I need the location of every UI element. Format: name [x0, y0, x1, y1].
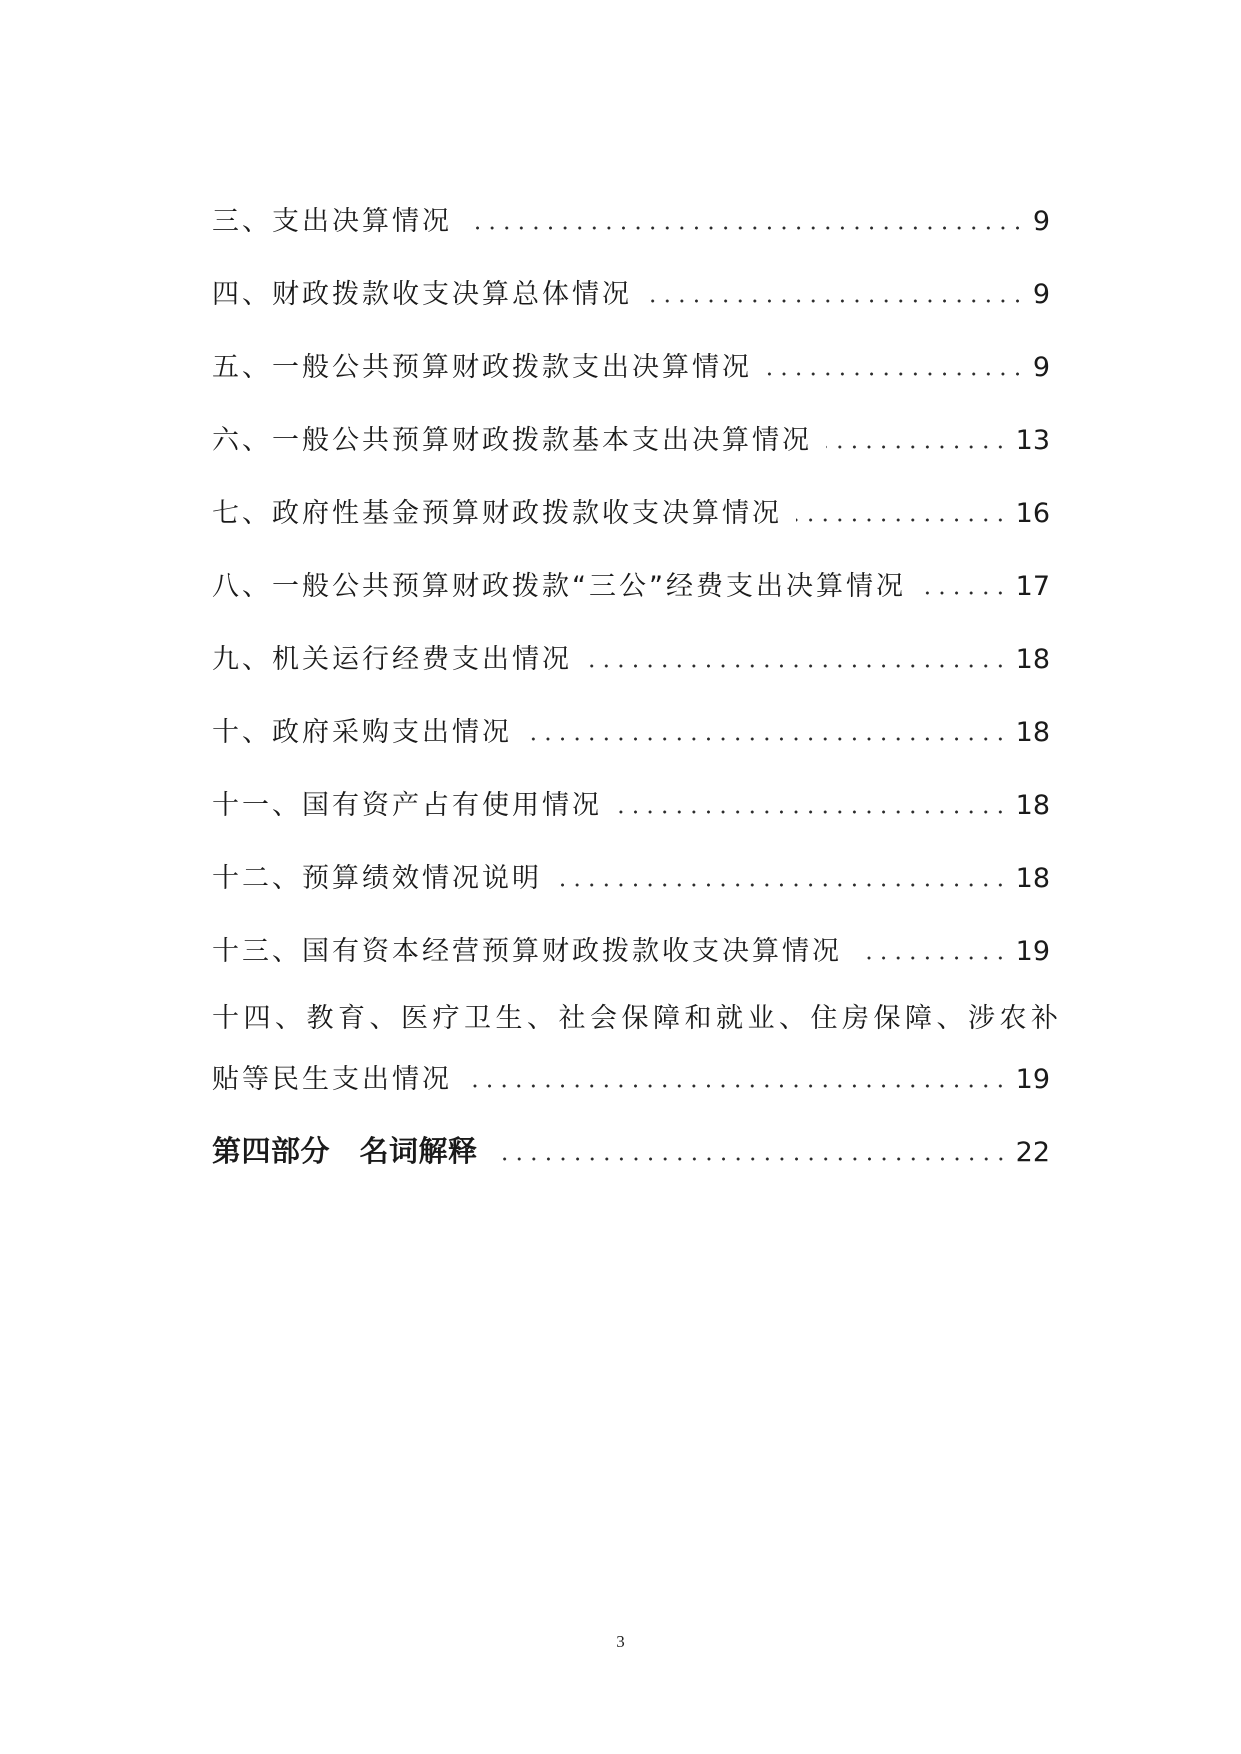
toc-entry-title-line2-row — [212, 1066, 1050, 1093]
toc-entry-page: 16 — [1015, 498, 1050, 529]
toc-entry-page: 18 — [1015, 790, 1050, 821]
toc-entry-title: 九、机关运行经费支出情况 — [212, 644, 572, 675]
toc-entry-page: 19 — [1015, 936, 1050, 967]
toc-entry[interactable] — [212, 381, 1050, 454]
toc-entry[interactable] — [212, 454, 1050, 527]
toc-entry-title: 三、支出决算情况 — [212, 206, 452, 237]
toc-entry-page: 19 — [1015, 1064, 1050, 1095]
dot-leader — [616, 810, 1008, 814]
toc-entry-page: 13 — [1015, 425, 1050, 456]
page-number: 3 — [616, 1632, 625, 1651]
toc-entry[interactable] — [212, 746, 1050, 819]
dot-leader — [766, 372, 1025, 376]
toc-entry-title: 十、政府采购支出情况 — [212, 717, 512, 748]
toc-entry[interactable] — [212, 819, 1050, 892]
dot-leader — [492, 1157, 1008, 1161]
toc-entry[interactable] — [212, 673, 1050, 746]
dot-leader — [556, 883, 1008, 887]
dot-leader — [646, 299, 1025, 303]
toc-entry[interactable] — [212, 308, 1050, 381]
dot-leader — [466, 1084, 1008, 1088]
toc-entry-page: 18 — [1015, 644, 1050, 675]
toc-part-title: 第四部分 名词解释 — [212, 1134, 478, 1168]
toc-entry-title: 七、政府性基金预算财政拨款收支决算情况 — [212, 498, 782, 529]
dot-leader — [856, 956, 1008, 960]
toc-entry-page: 18 — [1015, 717, 1050, 748]
toc-part-page: 22 — [1015, 1137, 1050, 1168]
toc-entry[interactable] — [212, 527, 1050, 600]
dot-leader — [466, 226, 1025, 230]
toc-entry-wrapped[interactable] — [212, 965, 1063, 1095]
toc-entry[interactable] — [212, 600, 1050, 673]
toc-entry[interactable] — [212, 892, 1050, 965]
toc-entry-title: 十二、预算绩效情况说明 — [212, 863, 542, 894]
toc-entry-title-line2: 贴等民生支出情况 — [212, 1064, 452, 1095]
toc-entry-page: 18 — [1015, 863, 1050, 894]
table-of-contents — [212, 162, 1063, 1168]
dot-leader — [586, 664, 1008, 668]
toc-entry-page: 17 — [1015, 571, 1050, 602]
toc-entry-page: 9 — [1032, 206, 1050, 237]
toc-part-entry[interactable] — [212, 1093, 1050, 1166]
toc-entry-title: 六、一般公共预算财政拨款基本支出决算情况 — [212, 425, 812, 456]
dot-leader — [826, 445, 1008, 449]
dot-leader — [920, 591, 1008, 595]
toc-entry[interactable] — [212, 162, 1050, 235]
toc-entry-title: 五、一般公共预算财政拨款支出决算情况 — [212, 352, 752, 383]
dot-leader — [526, 737, 1008, 741]
dot-leader — [796, 518, 1008, 522]
toc-entry-title: 十一、国有资产占有使用情况 — [212, 790, 602, 821]
toc-entry-page: 9 — [1032, 352, 1050, 383]
toc-entry-title-line1: 十四、教育、医疗卫生、社会保障和就业、住房保障、涉农补 — [212, 1003, 1063, 1034]
toc-entry-title: 十三、国有资本经营预算财政拨款收支决算情况 — [212, 936, 842, 967]
toc-entry-page: 9 — [1032, 279, 1050, 310]
toc-entry[interactable] — [212, 235, 1050, 308]
toc-entry-title: 八、一般公共预算财政拨款“三公”经费支出决算情况 — [212, 571, 906, 602]
toc-entry-title: 四、财政拨款收支决算总体情况 — [212, 279, 632, 310]
